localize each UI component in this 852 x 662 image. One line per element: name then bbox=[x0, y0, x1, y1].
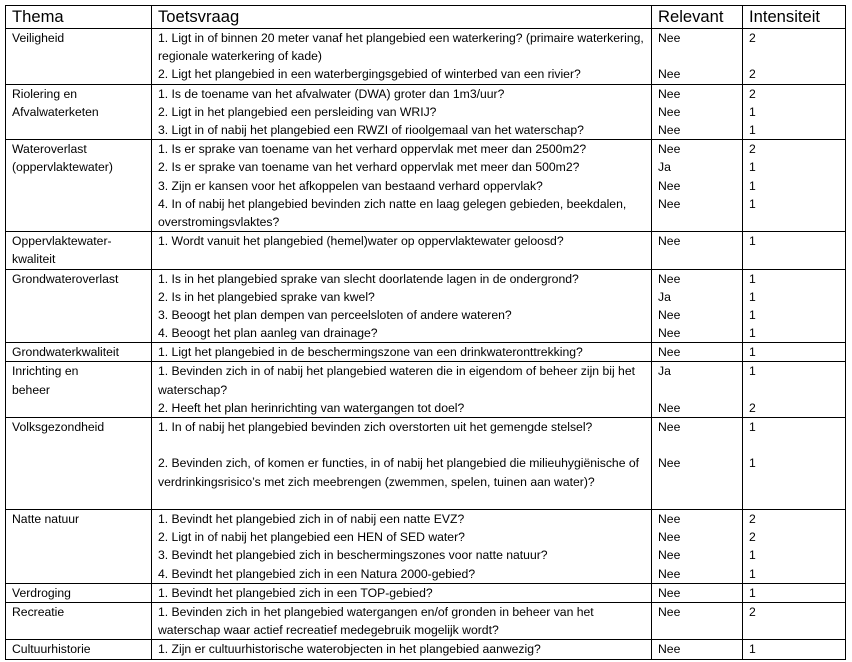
question-cell bbox=[152, 232, 652, 269]
intensity-value: 1 bbox=[749, 271, 756, 286]
table-header-row bbox=[6, 6, 846, 29]
intensity-value: 1 bbox=[749, 122, 756, 137]
intensity-value: 2 bbox=[749, 530, 756, 545]
intensity-cell bbox=[743, 640, 846, 659]
question-cell bbox=[152, 602, 652, 639]
question-cell bbox=[152, 140, 652, 232]
theme-cell bbox=[6, 343, 152, 362]
theme-cell bbox=[6, 29, 152, 85]
relevant-value: Nee bbox=[658, 234, 681, 249]
table-body bbox=[6, 29, 846, 660]
question-text: 2. Ligt in of nabij het plangebied een HEN of SED water? bbox=[158, 530, 465, 545]
theme-label: Wateroverlast bbox=[12, 142, 87, 157]
question-cell bbox=[152, 640, 652, 659]
question-text: 1. Ligt het plangebied in de beschermingszone van een drinkwateronttrekking? bbox=[158, 345, 583, 360]
relevant-cell bbox=[652, 29, 743, 85]
intensity-value: 1 bbox=[749, 160, 756, 175]
theme-label: Natte natuur bbox=[12, 512, 80, 527]
intensity-value: 1 bbox=[749, 345, 756, 360]
relevant-cell bbox=[652, 232, 743, 269]
theme-cell bbox=[6, 232, 152, 269]
relevant-value: Nee bbox=[658, 642, 681, 657]
intensity-value: 2 bbox=[749, 512, 756, 527]
question-text: 1. Bevinden zich in of nabij het plangebied wateren die in eigendom of beheer zijn bij het waterschap? bbox=[158, 364, 635, 397]
theme-cell bbox=[6, 269, 152, 343]
theme-label: Inrichting en bbox=[12, 364, 79, 379]
intensity-value: 1 bbox=[749, 548, 756, 563]
question-cell bbox=[152, 84, 652, 140]
intensity-value: 2 bbox=[749, 142, 756, 157]
question-text: 1. Is er sprake van toename van het verhard oppervlak met meer dan 2500m2? bbox=[158, 142, 587, 157]
theme-cell bbox=[6, 140, 152, 232]
question-text: 1. Ligt in of binnen 20 meter vanaf het plangebied een waterkering? (primaire waterkering, regionale waterkering of kade) bbox=[158, 31, 644, 64]
intensity-cell bbox=[743, 583, 846, 602]
relevant-value: Nee bbox=[658, 420, 681, 435]
relevant-value: Nee bbox=[658, 530, 681, 545]
theme-cell bbox=[6, 640, 152, 659]
table-row bbox=[6, 362, 846, 418]
relevant-cell bbox=[652, 140, 743, 232]
question-text: 1. Is de toename van het afvalwater (DWA) groter dan 1m3/uur? bbox=[158, 86, 505, 101]
table-row bbox=[6, 418, 846, 510]
intensity-cell bbox=[743, 602, 846, 639]
relevant-value: Nee bbox=[658, 307, 681, 322]
question-text: 4. Bevindt het plangebied zich in een Natura 2000-gebied? bbox=[158, 566, 476, 581]
theme-cell bbox=[6, 510, 152, 584]
question-text: 2. Ligt in het plangebied een persleiding van WRIJ? bbox=[158, 104, 437, 119]
intensity-cell bbox=[743, 362, 846, 418]
theme-label: Verdroging bbox=[12, 585, 71, 600]
question-text: 2. Heeft het plan herinrichting van watergangen tot doel? bbox=[158, 400, 465, 415]
question-text: 1. Is in het plangebied sprake van slecht doorlatende lagen in de ondergrond? bbox=[158, 271, 579, 286]
question-cell bbox=[152, 418, 652, 510]
intensity-cell bbox=[743, 140, 846, 232]
theme-label: Cultuurhistorie bbox=[12, 642, 91, 657]
intensity-value: 2 bbox=[749, 604, 756, 619]
relevant-value: Nee bbox=[658, 67, 681, 82]
table-row bbox=[6, 640, 846, 659]
theme-label: Volksgezondheid bbox=[12, 420, 105, 435]
intensity-value: 1 bbox=[749, 326, 756, 341]
theme-label: (oppervlaktewater) bbox=[12, 160, 113, 175]
intensity-value: 1 bbox=[749, 456, 756, 471]
header-relevant: Relevant bbox=[652, 6, 743, 29]
relevant-value: Nee bbox=[658, 86, 681, 101]
header-intensiteit: Intensiteit bbox=[743, 6, 846, 29]
question-cell bbox=[152, 362, 652, 418]
theme-label: Recreatie bbox=[12, 604, 65, 619]
relevant-value: Nee bbox=[658, 548, 681, 563]
relevant-value: Nee bbox=[658, 345, 681, 360]
relevant-cell bbox=[652, 510, 743, 584]
relevant-value: Nee bbox=[658, 326, 681, 341]
intensity-value: 2 bbox=[749, 400, 756, 415]
relevant-value: Nee bbox=[658, 566, 681, 581]
header-toetsvraag: Toetsvraag bbox=[152, 6, 652, 29]
table-row bbox=[6, 583, 846, 602]
theme-label: Oppervlaktewater- bbox=[12, 234, 112, 249]
theme-cell bbox=[6, 583, 152, 602]
table-row bbox=[6, 343, 846, 362]
relevant-value: Nee bbox=[658, 456, 681, 471]
relevant-value: Nee bbox=[658, 604, 681, 619]
relevant-value: Nee bbox=[658, 196, 681, 211]
table-row bbox=[6, 510, 846, 584]
question-text: 3. Beoogt het plan dempen van perceelsloten of andere wateren? bbox=[158, 307, 512, 322]
theme-label: Grondwaterkwaliteit bbox=[12, 345, 120, 360]
relevant-value: Nee bbox=[658, 142, 681, 157]
relevant-value: Nee bbox=[658, 31, 681, 45]
table-row bbox=[6, 232, 846, 269]
question-text: 1. In of nabij het plangebied bevinden zich overstorten uit het gemengde stelsel? bbox=[158, 420, 593, 435]
question-text: 3. Bevindt het plangebied zich in beschermingszones voor natte natuur? bbox=[158, 548, 548, 563]
question-text: 1. Bevindt het plangebied zich in of nabij een natte EVZ? bbox=[158, 512, 465, 527]
relevant-value: Ja bbox=[658, 289, 671, 304]
question-text: 2. Is er sprake van toename van het verhard oppervlak met meer dan 500m2? bbox=[158, 160, 580, 175]
relevant-value: Nee bbox=[658, 122, 681, 137]
table-row bbox=[6, 84, 846, 140]
question-text: 3. Zijn er kansen voor het afkoppelen van bestaand verhard oppervlak? bbox=[158, 178, 543, 193]
relevant-value: Nee bbox=[658, 271, 681, 286]
theme-label: beheer bbox=[12, 382, 50, 397]
intensity-value: 1 bbox=[749, 289, 756, 304]
question-text: 4. Beoogt het plan aanleg van drainage? bbox=[158, 326, 378, 341]
relevant-value: Nee bbox=[658, 585, 681, 600]
question-text: 1. Wordt vanuit het plangebied (hemel)water op oppervlaktewater geloosd? bbox=[158, 234, 564, 249]
relevant-value: Ja bbox=[658, 160, 671, 175]
toetsvragen-table-container bbox=[5, 5, 845, 660]
theme-label: kwaliteit bbox=[12, 252, 56, 267]
intensity-cell bbox=[743, 84, 846, 140]
intensity-cell bbox=[743, 232, 846, 269]
intensity-value: 1 bbox=[749, 642, 756, 657]
table-row bbox=[6, 602, 846, 639]
theme-cell bbox=[6, 418, 152, 510]
question-text: 2. Bevinden zich, of komen er functies, in of nabij het plangebied die milieuhygiënische of verdrinkingsrisico’s met zich meebrengen (zwemmen, spelen, tuinen aan water)? bbox=[158, 456, 640, 489]
question-text: 2. Ligt het plangebied in een waterbergingsgebied of winterbed van een rivier? bbox=[158, 67, 581, 82]
relevant-value: Nee bbox=[658, 178, 681, 193]
question-text: 2. Is in het plangebied sprake van kwel? bbox=[158, 289, 375, 304]
theme-cell bbox=[6, 602, 152, 639]
table-row bbox=[6, 140, 846, 232]
question-text: 3. Ligt in of nabij het plangebied een RWZI of rioolgemaal van het waterschap? bbox=[158, 122, 584, 137]
question-cell bbox=[152, 583, 652, 602]
relevant-cell bbox=[652, 269, 743, 343]
question-text: 1. Zijn er cultuurhistorische waterobjecten in het plangebied aanwezig? bbox=[158, 642, 541, 657]
table-row bbox=[6, 269, 846, 343]
toetsvragen-table bbox=[5, 5, 846, 660]
theme-label: Afvalwaterketen bbox=[12, 104, 99, 119]
intensity-cell bbox=[743, 343, 846, 362]
theme-label: Riolering en bbox=[12, 86, 78, 101]
relevant-cell bbox=[652, 640, 743, 659]
theme-label: Veiligheid bbox=[12, 31, 65, 45]
question-cell bbox=[152, 510, 652, 584]
theme-label: Grondwateroverlast bbox=[12, 271, 119, 286]
intensity-cell bbox=[743, 269, 846, 343]
intensity-value: 1 bbox=[749, 196, 756, 211]
intensity-value: 1 bbox=[749, 364, 756, 379]
relevant-cell bbox=[652, 343, 743, 362]
intensity-value: 1 bbox=[749, 234, 756, 249]
intensity-value: 1 bbox=[749, 104, 756, 119]
question-cell bbox=[152, 343, 652, 362]
intensity-value: 2 bbox=[749, 31, 756, 45]
question-cell bbox=[152, 269, 652, 343]
relevant-cell bbox=[652, 583, 743, 602]
intensity-value: 2 bbox=[749, 67, 756, 82]
question-cell bbox=[152, 29, 652, 85]
relevant-cell bbox=[652, 418, 743, 510]
relevant-cell bbox=[652, 602, 743, 639]
intensity-value: 1 bbox=[749, 566, 756, 581]
intensity-value: 1 bbox=[749, 585, 756, 600]
intensity-cell bbox=[743, 418, 846, 510]
theme-cell bbox=[6, 362, 152, 418]
intensity-cell bbox=[743, 29, 846, 85]
relevant-value: Nee bbox=[658, 400, 681, 415]
header-thema: Thema bbox=[6, 6, 152, 29]
question-text: 1. Bevindt het plangebied zich in een TOP-gebied? bbox=[158, 585, 433, 600]
relevant-cell bbox=[652, 84, 743, 140]
intensity-value: 2 bbox=[749, 86, 756, 101]
intensity-value: 1 bbox=[749, 178, 756, 193]
intensity-value: 1 bbox=[749, 420, 756, 435]
relevant-value: Ja bbox=[658, 364, 671, 379]
theme-cell bbox=[6, 84, 152, 140]
table-row bbox=[6, 29, 846, 85]
question-text: 4. In of nabij het plangebied bevinden zich natte en laag gelegen gebieden, beekdalen, overstromingsvlaktes? bbox=[158, 196, 627, 229]
intensity-value: 1 bbox=[749, 307, 756, 322]
relevant-cell bbox=[652, 362, 743, 418]
relevant-value: Nee bbox=[658, 512, 681, 527]
relevant-value: Nee bbox=[658, 104, 681, 119]
intensity-cell bbox=[743, 510, 846, 584]
question-text: 1. Bevinden zich in het plangebied watergangen en/of gronden in beheer van het waterschap waar actief recreatief medegebruik mogelijk wordt? bbox=[158, 604, 594, 638]
